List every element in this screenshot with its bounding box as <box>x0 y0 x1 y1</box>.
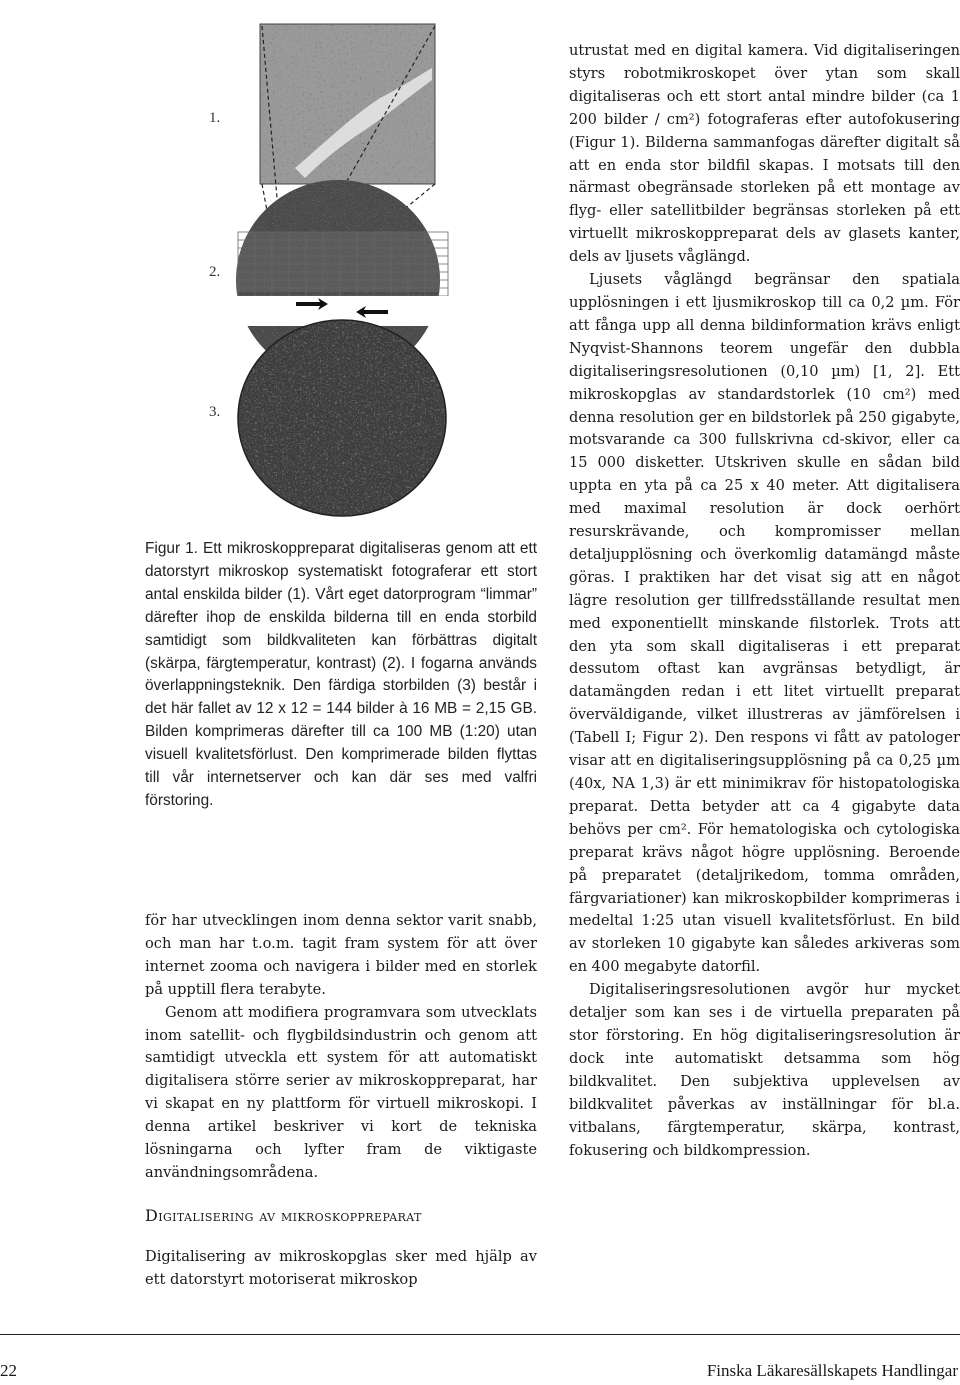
section-heading: Digitalisering av mikroskoppreparat <box>145 1205 422 1225</box>
figure-1 <box>200 18 500 518</box>
microscopy-figure <box>200 18 500 518</box>
figure-label-2: 2. <box>209 264 221 280</box>
panel-1-detail-image <box>260 24 435 184</box>
figure-label-3: 3. <box>209 404 221 420</box>
left-column <box>145 910 537 1292</box>
figure-caption: Figur 1. Ett mikroskoppreparat digitaliseras genom att ett datorstyrt mikroskop systematiskt fotograferar ett stort antal enskilda bilder (1). Vårt eget datorprogram “limmar” därefter ihop de enskilda bilderna till en enda storbild samtidigt som bildkvaliteten kan förbättras digitalt (skärpa, färgtemperatur, kontrast) (2). I fogarna används överlappningsteknik. Den färdiga storbilden (3) består i det här fallet av 12 x 12 = 144 bilder à 16 MB = 2,15 GB. Bilden komprimeras därefter till ca 100 MB (1:20) utan visuell kvalitetsförlust. Den komprimerade bilden flyttas till vår internetserver och kan där ses med valfri förstoring. <box>145 540 537 809</box>
left-paragraph-2: Genom att modifiera programvara som utvecklats inom satellit- och flygbildsindustrin och genom att samtidigt utveckla ett system för att automatiskt digitalisera större serier av mikroskoppreparat, har vi skapat en ny plattform för virtuell mikroskopi. I denna artikel beskriver vi kort de tekniska lösningarna och lyfter fram de viktigaste användningsområdena. <box>145 1003 537 1181</box>
left-paragraph-1: för har utvecklingen inom denna sektor varit snabb, och man har t.o.m. tagit fram system för att över internet zooma och navigera i bilder med en storlek på upptill flera terabyte. <box>145 912 537 998</box>
journal-name: Finska Läkaresällskapets Handlingar <box>706 1361 958 1380</box>
page-number: 22 <box>0 1361 17 1380</box>
footer-rule <box>0 1334 960 1335</box>
right-paragraph-1: utrustat med en digital kamera. Vid digitaliseringen styrs robotmikroskopet över ytan som skall digitaliseras och ett stort antal mindre bilder (ca 1 200 bilder / cm²) fotograferas efter autofokusering (Figur 1). Bilderna sammanfogas därefter digitalt så att en enda stor bildfil skapas. I motsats till den närmast obegränsade storleken på ett montage av flyg- eller satellitbilder begränsas storleken på ett virtuellt mikroskoppreparat dels av glasets kanter, dels av ljusets våglängd. <box>569 42 960 266</box>
left-paragraph-3: Digitalisering av mikroskopglas sker med hjälp av ett datorstyrt motoriserat mikroskop <box>145 1247 537 1288</box>
right-paragraph-2: Ljusets våglängd begränsar den spatiala upplösningen i ett ljusmikroskop till ca 0,2 µm. För att fånga upp all denna bildinformation krävs enligt Nyqvist-Shannons teorem ungefär den dubbla digitaliseringsresolutionen (0,10 µm) [1, 2]. Ett mikroskopglas av standardstorlek (10 cm²) med denna resolution ger en bildstorlek på 250 gigabyte, motsvarande ca 300 fullskrivna cd-skivor, eller ca 15 000 disketter. Utskriven skulle en sådan bild uppta en yta på ca 25 x 40 meter. Att digitalisera med maximal resolution är dock oerhört resurskrävande, och kompromisser mellan detaljupplösning och överkomlig datamängd måste göras. I praktiken har det visat sig att en något lägre resolution ger tillfredsställande resultat men med exponentiellt minskande filstorlek. Trots att den yta som skall digitaliseras i ett preparat dessutom oftast kan avgränsas betydligt, är datamängden redan i ett litet virtuellt preparat överväldigande, vilket illustreras av jämförelsen i (Tabell I; Figur 2). Den respons vi fått av patologer visar att en digitaliseringsupplösning på ca 0,25 µm (40x, NA 1,3) är ett minimikrav för histopatologiska preparat. Detta betyder att ca 4 gigabyte data behövs per cm². För hematologiska och cytologiska preparat krävs något högre upplösning. Beroende på preparatet (detaljrikedom, tomma områden, färgvariationer) kan mikroskopbilder komprimeras i medeltal 1:25 utan visuell kvalitetsförlust. En bild av storleken 10 gigabyte kan således arkiveras som en 400 megabyte datorfil. <box>569 271 960 976</box>
right-paragraph-3: Digitaliseringsresolutionen avgör hur mycket detaljer som kan ses i de virtuella preparaten på stor förstoring. En hög digitaliseringsresolution är dock inte automatiskt detsamma som hög bildkvalitet. Den subjektiva upplevelsen av bildkvalitet påverkas av inställningar för bl.a. vitbalans, färgtemperatur, skärpa, kontrast, fokusering och bildkompression. <box>569 981 960 1159</box>
figure-label-1: 1. <box>209 110 221 126</box>
right-column <box>569 40 960 1162</box>
